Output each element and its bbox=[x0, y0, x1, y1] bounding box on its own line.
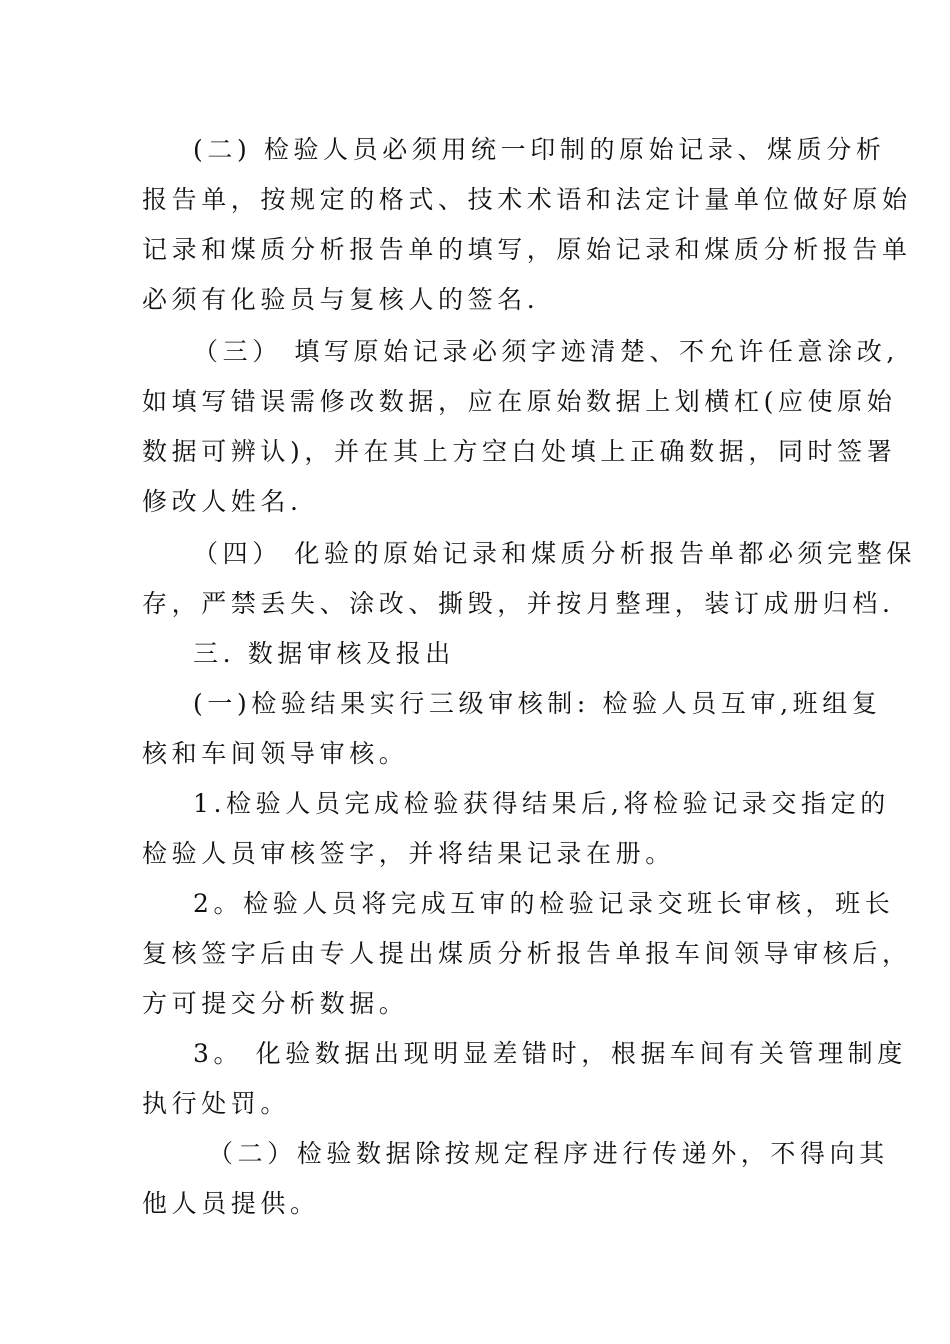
review-2-line-1: （二）检验数据除按规定程序进行传递外，不得向其 bbox=[208, 1139, 889, 1168]
review-1-line-1: (一)检验结果实行三级审核制: 检验人员互审,班组复 bbox=[193, 689, 882, 718]
step-2-line-3: 方可提交分析数据。 bbox=[142, 989, 409, 1018]
review-2-line-2: 他人员提供。 bbox=[142, 1189, 320, 1218]
paragraph-2-line-2: 报告单，按规定的格式、技术术语和法定计量单位做好原始 bbox=[142, 185, 912, 214]
paragraph-4-line-2: 存，严禁丢失、涂改、撕毁，并按月整理，装订成册归档. bbox=[142, 589, 895, 618]
paragraph-3-line-1: （三） 填写原始记录必须字迹清楚、不允许任意涂改, bbox=[193, 337, 899, 366]
step-1-line-2: 检验人员审核签字，并将结果记录在册。 bbox=[142, 839, 675, 868]
paragraph-2-line-3: 记录和煤质分析报告单的填写，原始记录和煤质分析报告单 bbox=[142, 235, 912, 264]
paragraph-4-line-1: （四） 化验的原始记录和煤质分析报告单都必须完整保 bbox=[193, 539, 916, 568]
paragraph-3-line-4: 修改人姓名. bbox=[142, 487, 303, 516]
paragraph-3-line-2: 如填写错误需修改数据，应在原始数据上划横杠(应使原始 bbox=[142, 387, 897, 416]
step-2-line-2: 复核签字后由专人提出煤质分析报告单报车间领导审核后， bbox=[142, 939, 912, 968]
step-3-line-2: 执行处罚。 bbox=[142, 1089, 291, 1118]
paragraph-2-line-4: 必须有化验员与复核人的签名. bbox=[142, 285, 540, 314]
step-1-line-1: 1.检验人员完成检验获得结果后,将检验记录交指定的 bbox=[193, 789, 890, 818]
step-3-line-1: 3。 化验数据出现明显差错时，根据车间有关管理制度 bbox=[193, 1039, 907, 1068]
paragraph-2-line-1: (二) 检验人员必须用统一印制的原始记录、煤质分析 bbox=[193, 135, 886, 164]
paragraph-3-line-3: 数据可辨认)，并在其上方空白处填上正确数据，同时签署 bbox=[142, 437, 897, 466]
review-1-line-2: 核和车间领导审核。 bbox=[142, 739, 409, 768]
section-heading: 三. 数据审核及报出 bbox=[193, 639, 455, 668]
step-2-line-1: 2。检验人员将完成互审的检验记录交班长审核，班长 bbox=[193, 889, 895, 918]
